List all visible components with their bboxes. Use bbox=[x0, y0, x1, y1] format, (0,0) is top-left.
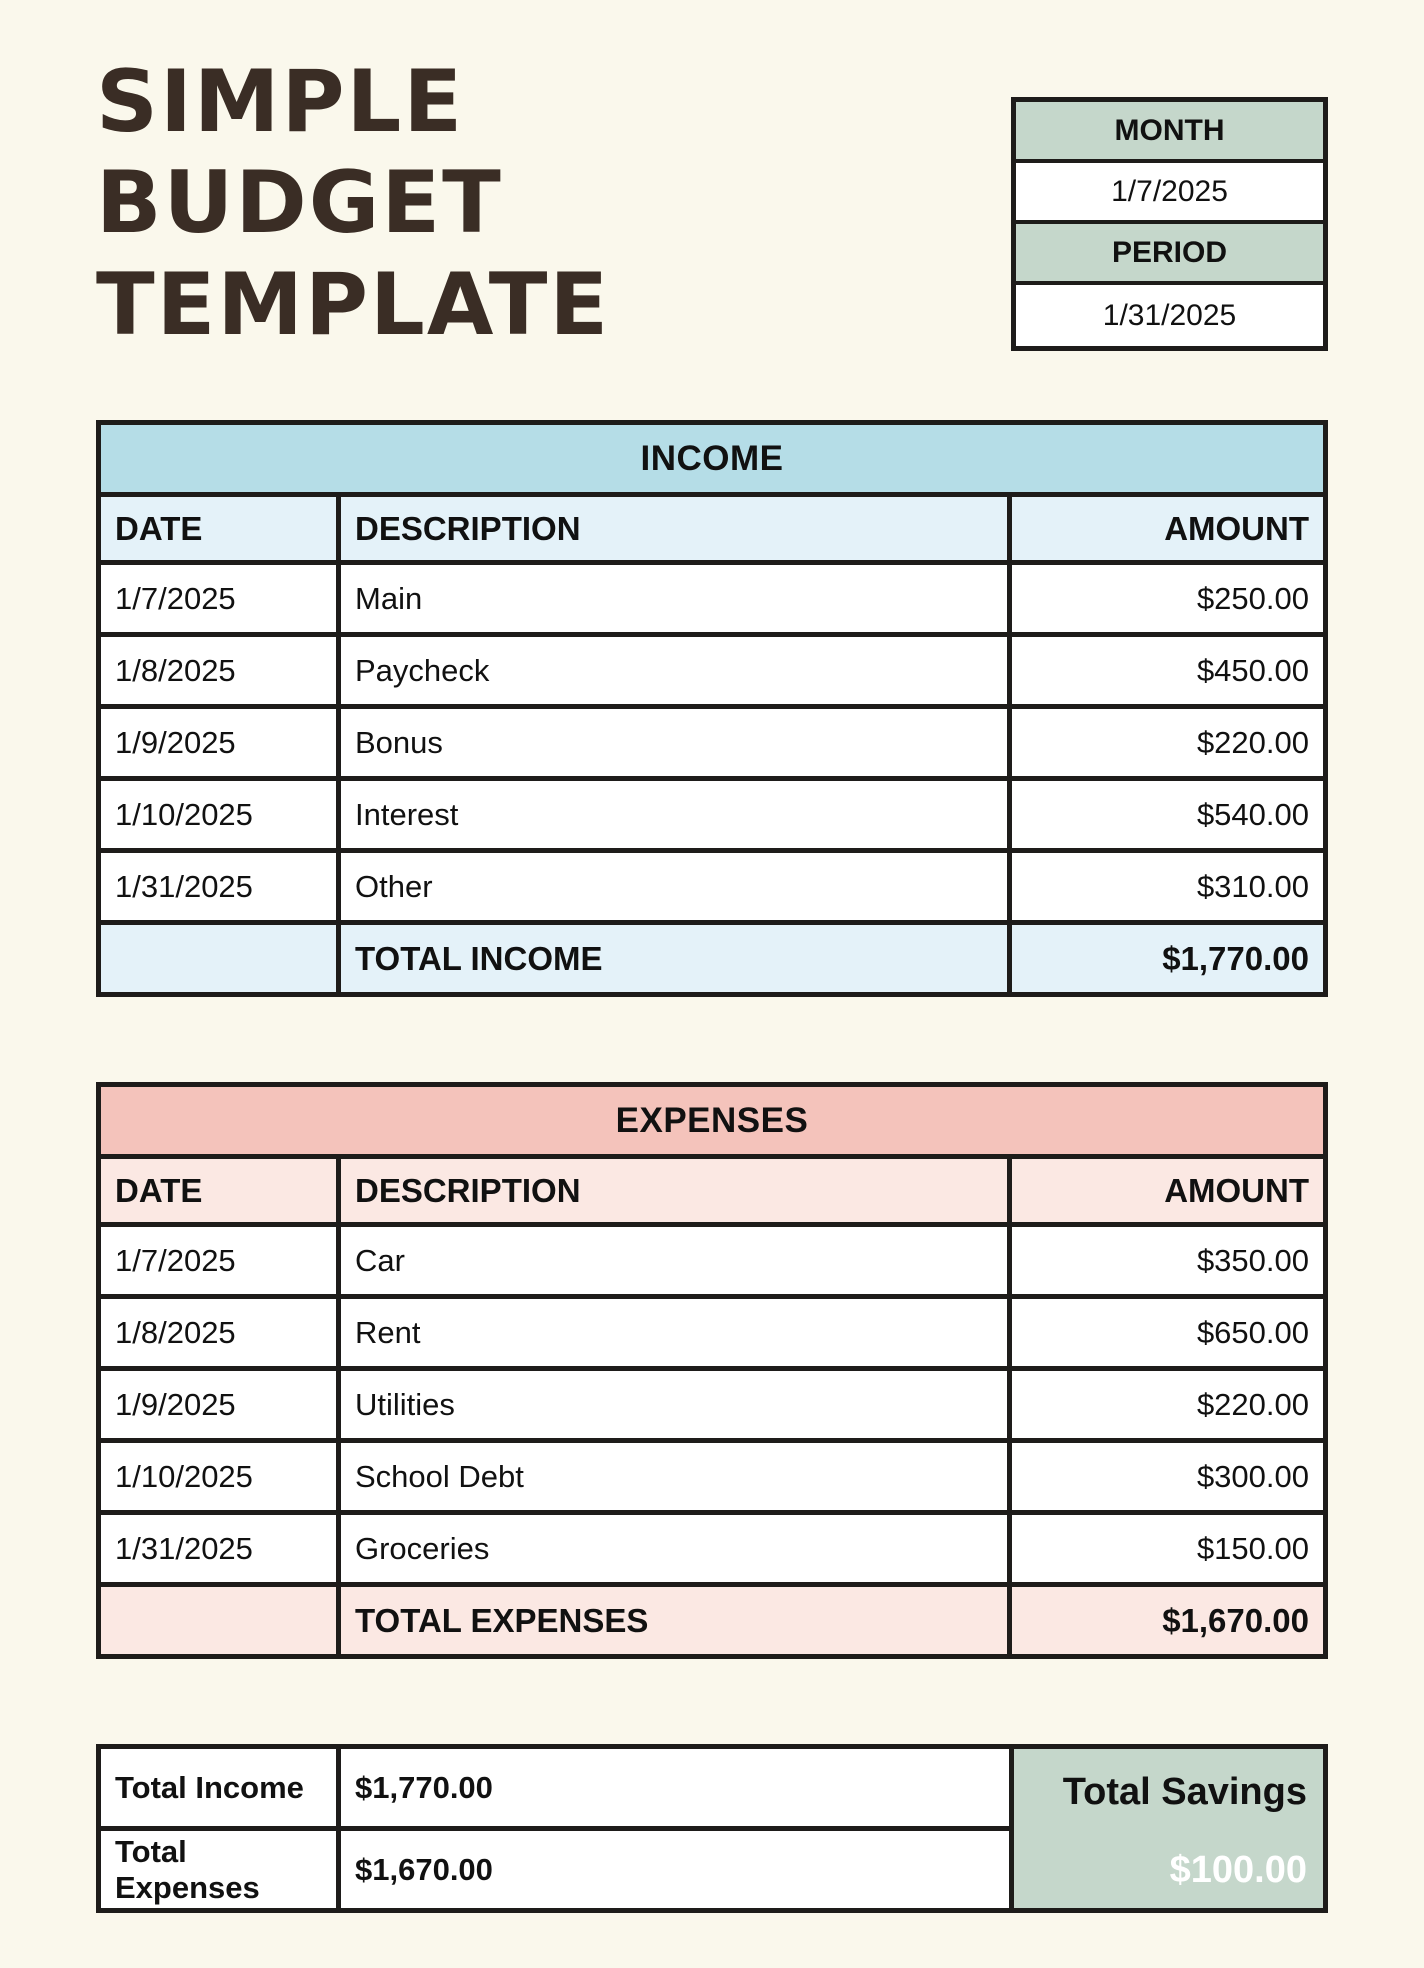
expenses-row bbox=[99, 1513, 1326, 1585]
expenses-col-date: DATE bbox=[99, 1157, 339, 1225]
expenses-date-cell[interactable]: 1/8/2025 bbox=[99, 1297, 339, 1369]
period-value-cell[interactable]: 1/31/2025 bbox=[1016, 285, 1323, 346]
income-title-row bbox=[99, 423, 1326, 495]
expenses-table bbox=[96, 1082, 1328, 1659]
month-period-box bbox=[1011, 97, 1328, 351]
expenses-row bbox=[99, 1297, 1326, 1369]
income-col-description: DESCRIPTION bbox=[339, 495, 1010, 563]
income-date-cell[interactable]: 1/7/2025 bbox=[99, 563, 339, 635]
expenses-col-amount: AMOUNT bbox=[1010, 1157, 1326, 1225]
summary-expenses-value: $1,670.00 bbox=[339, 1829, 1012, 1911]
expenses-total-spacer-cell bbox=[99, 1585, 339, 1657]
income-row bbox=[99, 779, 1326, 851]
expenses-total-value: $1,670.00 bbox=[1010, 1585, 1326, 1657]
income-total-row bbox=[99, 923, 1326, 995]
header bbox=[96, 0, 1328, 420]
income-total-label: TOTAL INCOME bbox=[339, 923, 1010, 995]
income-date-cell[interactable]: 1/10/2025 bbox=[99, 779, 339, 851]
expenses-date-cell[interactable]: 1/31/2025 bbox=[99, 1513, 339, 1585]
expenses-description-cell[interactable]: School Debt bbox=[339, 1441, 1010, 1513]
summary-section bbox=[96, 1744, 1328, 1913]
income-col-date: DATE bbox=[99, 495, 339, 563]
income-description-cell[interactable]: Interest bbox=[339, 779, 1010, 851]
expenses-col-description: DESCRIPTION bbox=[339, 1157, 1010, 1225]
income-description-cell[interactable]: Other bbox=[339, 851, 1010, 923]
expenses-amount-cell[interactable]: $650.00 bbox=[1010, 1297, 1326, 1369]
month-label: MONTH bbox=[1016, 102, 1323, 163]
expenses-date-cell[interactable]: 1/10/2025 bbox=[99, 1441, 339, 1513]
expenses-date-cell[interactable]: 1/7/2025 bbox=[99, 1225, 339, 1297]
income-total-spacer-cell bbox=[99, 923, 339, 995]
expenses-header-row bbox=[99, 1157, 1326, 1225]
expenses-description-cell[interactable]: Car bbox=[339, 1225, 1010, 1297]
income-date-cell[interactable]: 1/31/2025 bbox=[99, 851, 339, 923]
expenses-description-cell[interactable]: Groceries bbox=[339, 1513, 1010, 1585]
expenses-title-row bbox=[99, 1085, 1326, 1157]
income-row bbox=[99, 707, 1326, 779]
total-savings-panel bbox=[1014, 1744, 1328, 1913]
expenses-description-cell[interactable]: Rent bbox=[339, 1297, 1010, 1369]
income-total-value: $1,770.00 bbox=[1010, 923, 1326, 995]
expenses-total-label: TOTAL EXPENSES bbox=[339, 1585, 1010, 1657]
expenses-amount-cell[interactable]: $220.00 bbox=[1010, 1369, 1326, 1441]
income-description-cell[interactable]: Paycheck bbox=[339, 635, 1010, 707]
period-label: PERIOD bbox=[1016, 224, 1323, 285]
total-savings-label: Total Savings bbox=[1062, 1771, 1307, 1813]
income-row bbox=[99, 635, 1326, 707]
summary-income-row bbox=[99, 1747, 1012, 1829]
expenses-date-cell[interactable]: 1/9/2025 bbox=[99, 1369, 339, 1441]
expenses-title: EXPENSES bbox=[99, 1085, 1326, 1157]
summary-income-value: $1,770.00 bbox=[339, 1747, 1012, 1829]
expenses-description-cell[interactable]: Utilities bbox=[339, 1369, 1010, 1441]
income-row bbox=[99, 563, 1326, 635]
page-title: SIMPLE BUDGET TEMPLATE bbox=[96, 52, 611, 355]
income-amount-cell[interactable]: $540.00 bbox=[1010, 779, 1326, 851]
expenses-amount-cell[interactable]: $350.00 bbox=[1010, 1225, 1326, 1297]
total-savings-value: $100.00 bbox=[1169, 1849, 1307, 1891]
expenses-row bbox=[99, 1225, 1326, 1297]
expenses-row bbox=[99, 1369, 1326, 1441]
month-value-cell[interactable]: 1/7/2025 bbox=[1016, 163, 1323, 224]
summary-expenses-label: Total Expenses bbox=[99, 1829, 339, 1911]
income-col-amount: AMOUNT bbox=[1010, 495, 1326, 563]
income-description-cell[interactable]: Main bbox=[339, 563, 1010, 635]
summary-expenses-row bbox=[99, 1829, 1012, 1911]
income-description-cell[interactable]: Bonus bbox=[339, 707, 1010, 779]
income-title: INCOME bbox=[99, 423, 1326, 495]
income-date-cell[interactable]: 1/9/2025 bbox=[99, 707, 339, 779]
summary-income-label: Total Income bbox=[99, 1747, 339, 1829]
income-amount-cell[interactable]: $250.00 bbox=[1010, 563, 1326, 635]
income-amount-cell[interactable]: $220.00 bbox=[1010, 707, 1326, 779]
income-amount-cell[interactable]: $450.00 bbox=[1010, 635, 1326, 707]
expenses-amount-cell[interactable]: $300.00 bbox=[1010, 1441, 1326, 1513]
income-header-row bbox=[99, 495, 1326, 563]
income-amount-cell[interactable]: $310.00 bbox=[1010, 851, 1326, 923]
expenses-total-row bbox=[99, 1585, 1326, 1657]
expenses-row bbox=[99, 1441, 1326, 1513]
income-date-cell[interactable]: 1/8/2025 bbox=[99, 635, 339, 707]
income-row bbox=[99, 851, 1326, 923]
expenses-amount-cell[interactable]: $150.00 bbox=[1010, 1513, 1326, 1585]
income-table bbox=[96, 420, 1328, 997]
summary-table bbox=[96, 1744, 1014, 1913]
